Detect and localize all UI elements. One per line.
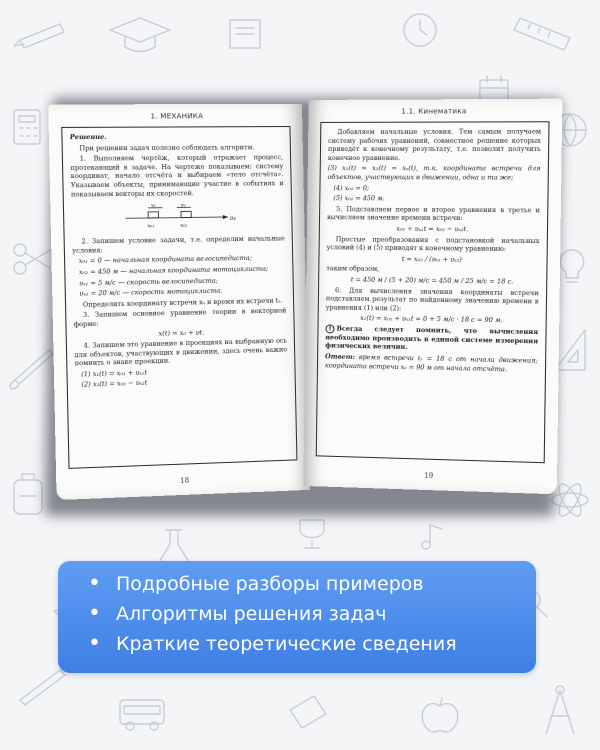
- exclamation-icon: !: [325, 324, 334, 333]
- doodle-note-icon: [422, 525, 442, 549]
- doodle-pen-icon: [20, 670, 65, 705]
- main-formula: x(t) = x₀ + υt.: [158, 327, 205, 338]
- formula-5: x₀₁ + υₓ₁t = x₀₂ − υₓ₂t.: [396, 224, 469, 234]
- equation-2: (2) x₂(t) = x₀₂ − υₓ₂t: [81, 379, 148, 390]
- feature-item: [88, 599, 536, 629]
- warning-text: Всегда следует помнить, что вычисления необходимо производить в единой системе измерения физических величин.: [325, 324, 539, 352]
- feature-item: [88, 629, 536, 659]
- right-page-frame: [316, 121, 550, 463]
- answer-label: Ответ:: [325, 352, 356, 362]
- doodle-bus-icon: [120, 700, 164, 730]
- doodle-triangle-icon: [555, 330, 585, 370]
- diagram-v1-label: v₁: [151, 202, 157, 209]
- condition-2: x₀₂ = 450 м — начальная координата мотоциклиста;: [78, 264, 269, 277]
- condition-4: υₓ₂ = 20 м/с — скорость мотоциклиста.: [79, 286, 223, 298]
- open-book: [48, 86, 558, 506]
- feature-text: Подробные разборы примеров: [116, 573, 424, 595]
- doodle-compass-icon: [546, 686, 574, 734]
- step-2-tail: Определить координату встречи xₛ и время их встречи tₛ.: [82, 296, 283, 309]
- motion-diagram: [117, 200, 240, 232]
- formula-8: x₁(t) = x₀₁ + υₓ₁t = 0 + 5 м/с · 18 с = 90 м.: [360, 314, 503, 325]
- doodle-scissors-icon: [14, 244, 50, 274]
- doodle-trophy-icon: [300, 520, 324, 548]
- features-banner: [58, 561, 536, 673]
- bullet-icon: •: [88, 601, 101, 626]
- feature-text: Алгоритмы решения задач: [116, 603, 387, 625]
- right-page-content: [318, 122, 549, 381]
- doodle-backpack-icon: [14, 474, 42, 514]
- right-paragraph-2: (3) x₁(t) = x₂(t) = xₛ(t), т.к. координата встречи для объектов, участвующих в движении, одна и та же;: [327, 164, 541, 182]
- formula-7: t = 450 м / (5 + 20) м/с = 450 м / 25 м/с = 18 с.: [350, 275, 514, 286]
- left-page: [48, 104, 310, 500]
- doodle-ruler-icon: [514, 18, 570, 50]
- left-page-number: 18: [179, 476, 190, 485]
- initial-condition-4: (4) x₀₁ = 0;: [333, 183, 370, 192]
- doodle-book-icon: [230, 20, 260, 48]
- step-2: 2. Запишем условие задачи, т.е. определим начальные условия:: [72, 234, 285, 255]
- right-paragraph-1: Добавляем начальные условия. Тем самым получаем систему рабочих уравнений, совместное решение которых приведёт к конечному результату, т.е. позволит получить конечное уравнение.: [327, 127, 542, 162]
- diagram-axis-label: 0x: [229, 216, 237, 223]
- left-page-content: [62, 127, 295, 397]
- feature-text: Краткие теоретические сведения: [116, 633, 457, 655]
- condition-3: υₓ₁ = 5 м/с — скорость велосипедиста;: [79, 276, 218, 287]
- step-3: 3. Запишем основное уравнение теории в векторной форме:: [73, 306, 287, 329]
- features-list: [88, 569, 536, 659]
- doodle-lamp-icon: [560, 250, 583, 282]
- doodle-eraser-icon: [290, 696, 326, 728]
- right-page: [303, 99, 562, 495]
- diagram-v2-label: v₂: [180, 202, 186, 209]
- equation-1: (1) x₁(t) = x₀₁ + υₓ₁t: [81, 368, 148, 379]
- step-1: 1. Выполняем чертёж, который отражает процесс, протекающий в задаче. На чертеже показываем: систему координат, начало отсчёта и выбираем «тело отсчёта». Указываем объекты, принимающие участие в событиях и показываем векторы их скоростей.: [70, 153, 284, 199]
- feature-item: [88, 569, 536, 599]
- right-page-number: 19: [424, 471, 434, 481]
- left-running-head: 1. МЕХАНИКА: [150, 112, 204, 121]
- initial-condition-5: (5) x₀₂ = 450 м.: [333, 194, 385, 203]
- formula-6: t = x₀₂ / (υₓ₁ + υₓ₂): [401, 254, 462, 264]
- right-running-head: 1.1. Кинематика: [401, 107, 467, 116]
- step-4: 4. Запишем это уравнение в проекциях на выбранную ось для объектов, участвующих в движении, здесь очень важно помнить о знаке проекции.: [74, 336, 288, 368]
- doodle-calculator-icon: [14, 110, 40, 144]
- solution-heading: Решение.: [69, 132, 107, 142]
- left-page-frame: [61, 126, 297, 469]
- warning-note: [325, 324, 538, 354]
- diagram-x01-label: x₀₁: [147, 223, 155, 230]
- doodle-graduation-cap-icon: [110, 18, 170, 52]
- diagram-x02-label: x₀₂: [180, 222, 188, 229]
- condition-1: x₀₁ = 0 — начальная координата велосипедиста;: [78, 254, 252, 266]
- right-paragraph-4: таким образом,: [326, 264, 380, 274]
- doodle-clock-icon: [404, 14, 436, 46]
- doodle-flask-icon: [158, 530, 190, 564]
- bullet-icon: •: [88, 631, 101, 656]
- step-6: 6. Для вычисления значения координаты встречи подставляем результат по найденному значению времени в уравнения (1) или (2):: [325, 285, 539, 313]
- answer: [325, 352, 538, 374]
- intro-text: При решении задач полезно соблюдать алгоритм.: [79, 142, 255, 153]
- answer-text: время встречи tₛ = 18 с от начала движения; координата встречи xₛ = 90 м от начала отсчёта.: [324, 353, 538, 373]
- doodle-apple-icon: [422, 698, 458, 732]
- right-paragraph-3: Простые преобразования с подстановкой начальных условий (4) и (5) приводят к конечному уравнению:: [326, 234, 540, 254]
- bullet-icon: •: [88, 571, 101, 596]
- doodle-pencil-icon: [14, 24, 64, 48]
- step-5: 5. Подставляем первое и второе уравнения в третье и вычисляем значение времени встречи:: [326, 204, 540, 223]
